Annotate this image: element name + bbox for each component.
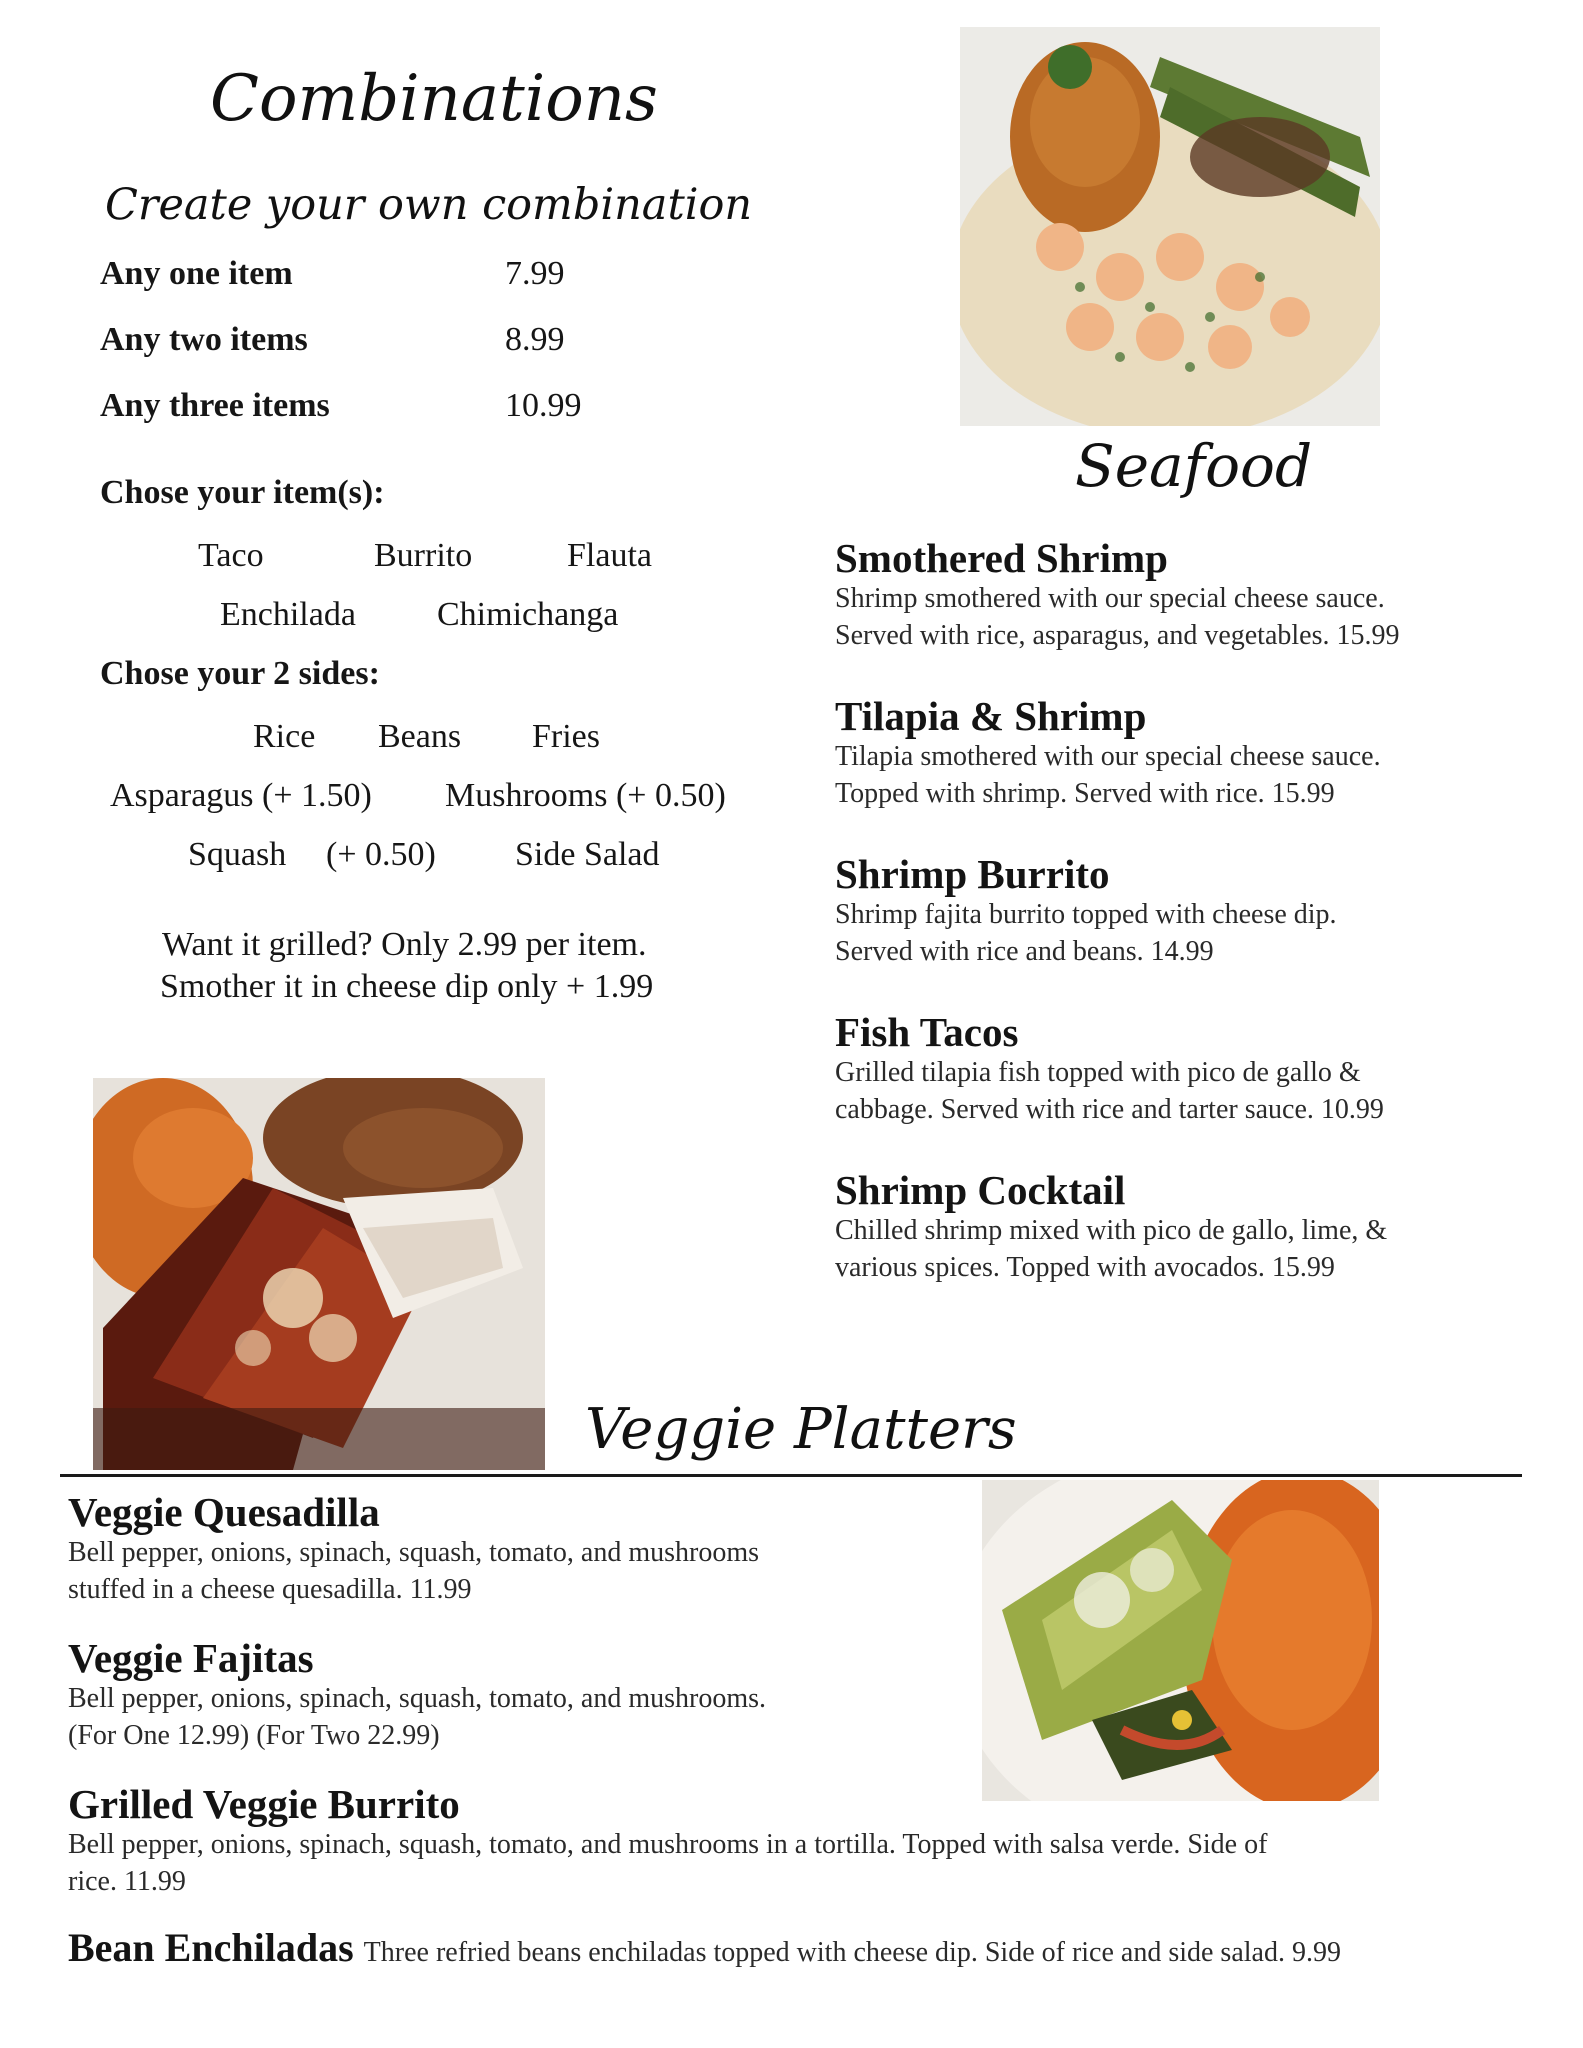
seafood-item-desc: Served with rice, asparagus, and vegetables. 15.99 [835,620,1400,651]
item-option: Enchilada [220,596,356,633]
veggie-item-desc: Three refried beans enchiladas topped with cheese dip. Side of rice and side salad. 9.99 [363,1937,1341,1968]
veggie-item-name: Grilled Veggie Burrito [68,1781,460,1827]
veggie-platters-title: Veggie Platters [585,1397,1017,1462]
seafood-item-name: Fish Tacos [835,1009,1019,1055]
seafood-item-desc: Chilled shrimp mixed with pico de gallo, lime, & [835,1215,1388,1246]
pricing-price-3: 10.99 [505,387,582,424]
section-divider [60,1474,1522,1477]
side-option: Rice [253,718,316,755]
side-option: Beans [378,718,462,755]
veggie-item-desc: (For One 12.99) (For Two 22.99) [68,1720,440,1751]
veggie-item-desc: stuffed in a cheese quesadilla. 11.99 [68,1574,472,1605]
veggie-burrito-photo [982,1480,1379,1801]
side-option-upcharge: (+ 0.50) [326,836,436,873]
side-option: Side Salad [515,836,660,873]
veggie-item-name: Veggie Fajitas [68,1635,314,1681]
seafood-item-name: Shrimp Cocktail [835,1167,1126,1213]
seafood-item-desc: various spices. Topped with avocados. 15.99 [835,1252,1335,1283]
seafood-item-desc: cabbage. Served with rice and tarter sauce. 10.99 [835,1094,1384,1125]
item-option: Flauta [567,537,652,574]
seafood-item-desc: Shrimp fajita burrito topped with cheese dip. [835,899,1337,930]
side-option: Squash [188,836,287,873]
veggie-item-name: Bean Enchiladas [68,1925,354,1970]
choose-sides-label: Chose your 2 sides: [100,655,380,692]
combinations-subtitle: Create your own combination [105,180,753,230]
item-option: Taco [198,537,264,574]
pricing-label-2: Any two items [100,321,308,358]
veggie-item-desc: Bell pepper, onions, spinach, squash, tomato, and mushrooms. [68,1683,767,1714]
pricing-price-2: 8.99 [505,321,565,358]
item-option: Burrito [374,537,473,574]
grill-note-line1: Want it grilled? Only 2.99 per item. [162,926,647,963]
side-option: Fries [532,718,600,755]
combinations-title: Combinations [210,62,658,136]
enchilada-plate-photo [93,1078,545,1470]
veggie-item-name: Veggie Quesadilla [68,1489,380,1535]
choose-items-label: Chose your item(s): [100,474,385,511]
bean-enchiladas-row [68,1924,1341,1971]
pricing-label-1: Any one item [100,255,293,292]
veggie-item-desc: Bell pepper, onions, spinach, squash, tomato, and mushrooms [68,1537,760,1568]
seafood-title: Seafood [1075,432,1313,500]
smothered-shrimp-photo [960,27,1380,426]
side-option: Asparagus (+ 1.50) [110,777,372,814]
pricing-price-1: 7.99 [505,255,565,292]
seafood-item-name: Shrimp Burrito [835,851,1110,897]
pricing-label-3: Any three items [100,387,330,424]
seafood-item-desc: Shrimp smothered with our special cheese sauce. [835,583,1385,614]
seafood-item-name: Tilapia & Shrimp [835,693,1147,739]
seafood-item-desc: Topped with shrimp. Served with rice. 15.99 [835,778,1335,809]
seafood-item-desc: Served with rice and beans. 14.99 [835,936,1214,967]
seafood-item-desc: Tilapia smothered with our special cheese sauce. [835,741,1381,772]
seafood-item-name: Smothered Shrimp [835,535,1168,581]
seafood-item-desc: Grilled tilapia fish topped with pico de gallo & [835,1057,1361,1088]
grill-note-line2: Smother it in cheese dip only + 1.99 [160,968,654,1005]
veggie-item-desc: rice. 11.99 [68,1866,186,1897]
side-option: Mushrooms (+ 0.50) [445,777,726,814]
veggie-item-desc: Bell pepper, onions, spinach, squash, tomato, and mushrooms in a tortilla. Topped with salsa verde. Side of [68,1829,1268,1860]
item-option: Chimichanga [437,596,619,633]
